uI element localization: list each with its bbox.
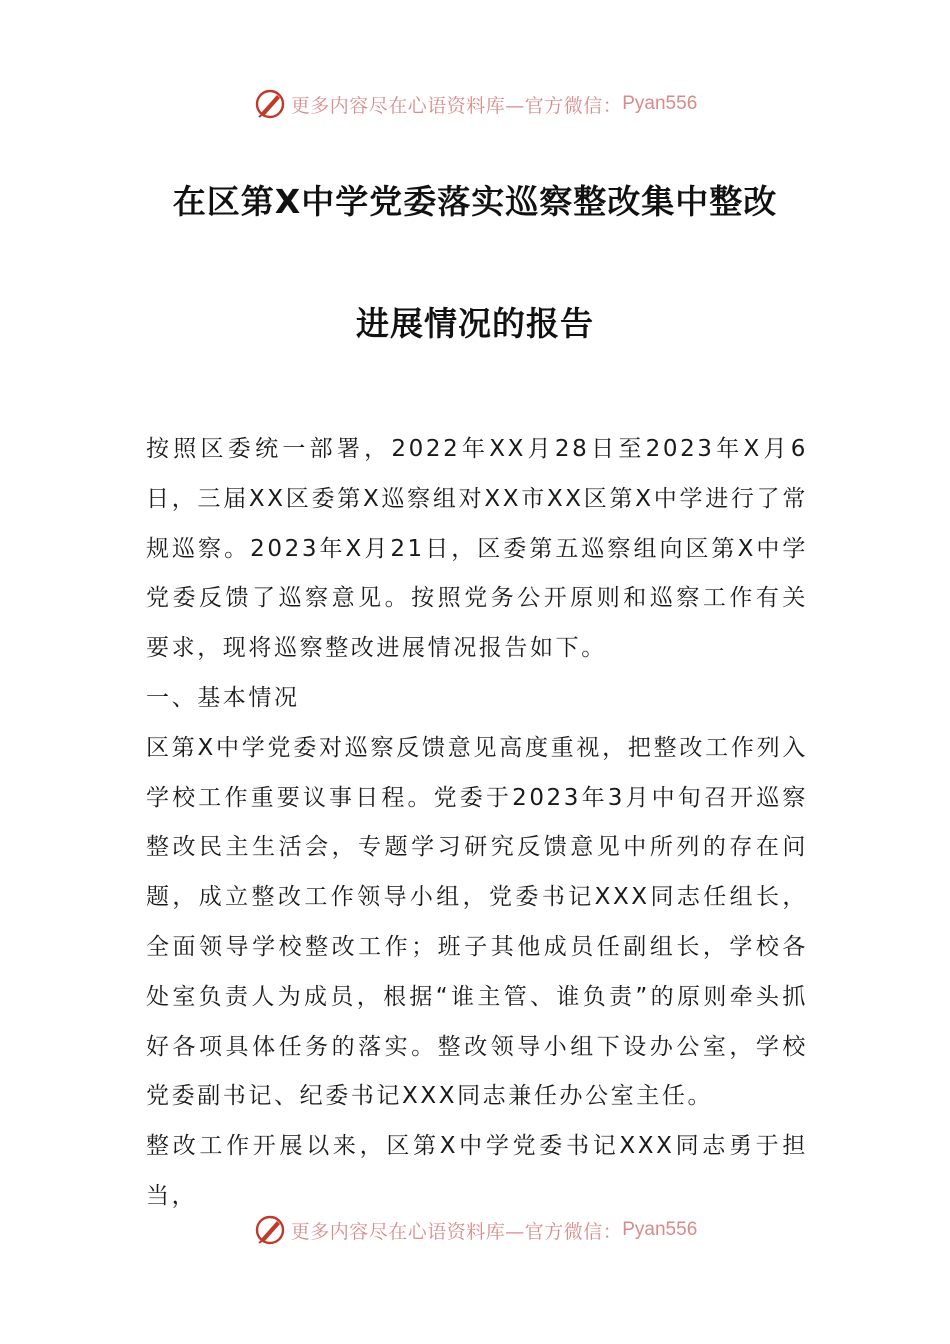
footer-banner [0, 1210, 950, 1250]
pen-logo-icon [253, 87, 287, 121]
section-heading-basic: 一、基本情况 [146, 684, 300, 711]
banner-text: 更多内容尽在心语资料库—官方微信： [290, 94, 623, 117]
paragraph-intro: 按照区委统一部署，2022年XX月28日至2023年X月6日，三届XX区委第X巡察组对XX市XX区第X中学进行了常规巡察。2023年X月21日，区委第五巡察组向区第X中学党委反馈了巡察意见。按照党务公开原则和巡察工作有关要求，现将巡察整改进展情况报告如下。 [146, 436, 808, 662]
document-title-line-1: 在区第X中学党委落实巡察整改集中整改 [172, 182, 778, 221]
paragraph-progress: 整改工作开展以来，区第X中学党委书记XXX同志勇于担当， [146, 1133, 808, 1209]
document-title-line-2: 进展情况的报告 [356, 304, 594, 343]
banner-wechat-id: Pyan556 [622, 93, 698, 114]
pen-logo-icon [253, 1213, 287, 1247]
banner-text: 更多内容尽在心语资料库—官方微信： [290, 1220, 623, 1243]
document-body [146, 425, 808, 1222]
paragraph-basic-situation: 区第X中学党委对巡察反馈意见高度重视，把整改工作列入学校工作重要议事日程。党委于2023年3月中旬召开巡察整改民主生活会，专题学习研究反馈意见中所列的存在问题，成立整改工作领导小组，党委书记XXX同志任组长，全面领导学校整改工作；班子其他成员任副组长，学校各处室负责人为成员，根据“谁主管、谁负责”的原则牵头抓好各项具体任务的落实。整改领导小组下设办公室，学校党委副书记、纪委书记XXX同志兼任办公室主任。 [146, 734, 808, 1110]
header-banner [0, 84, 950, 124]
banner-wechat-id: Pyan556 [622, 1219, 698, 1240]
